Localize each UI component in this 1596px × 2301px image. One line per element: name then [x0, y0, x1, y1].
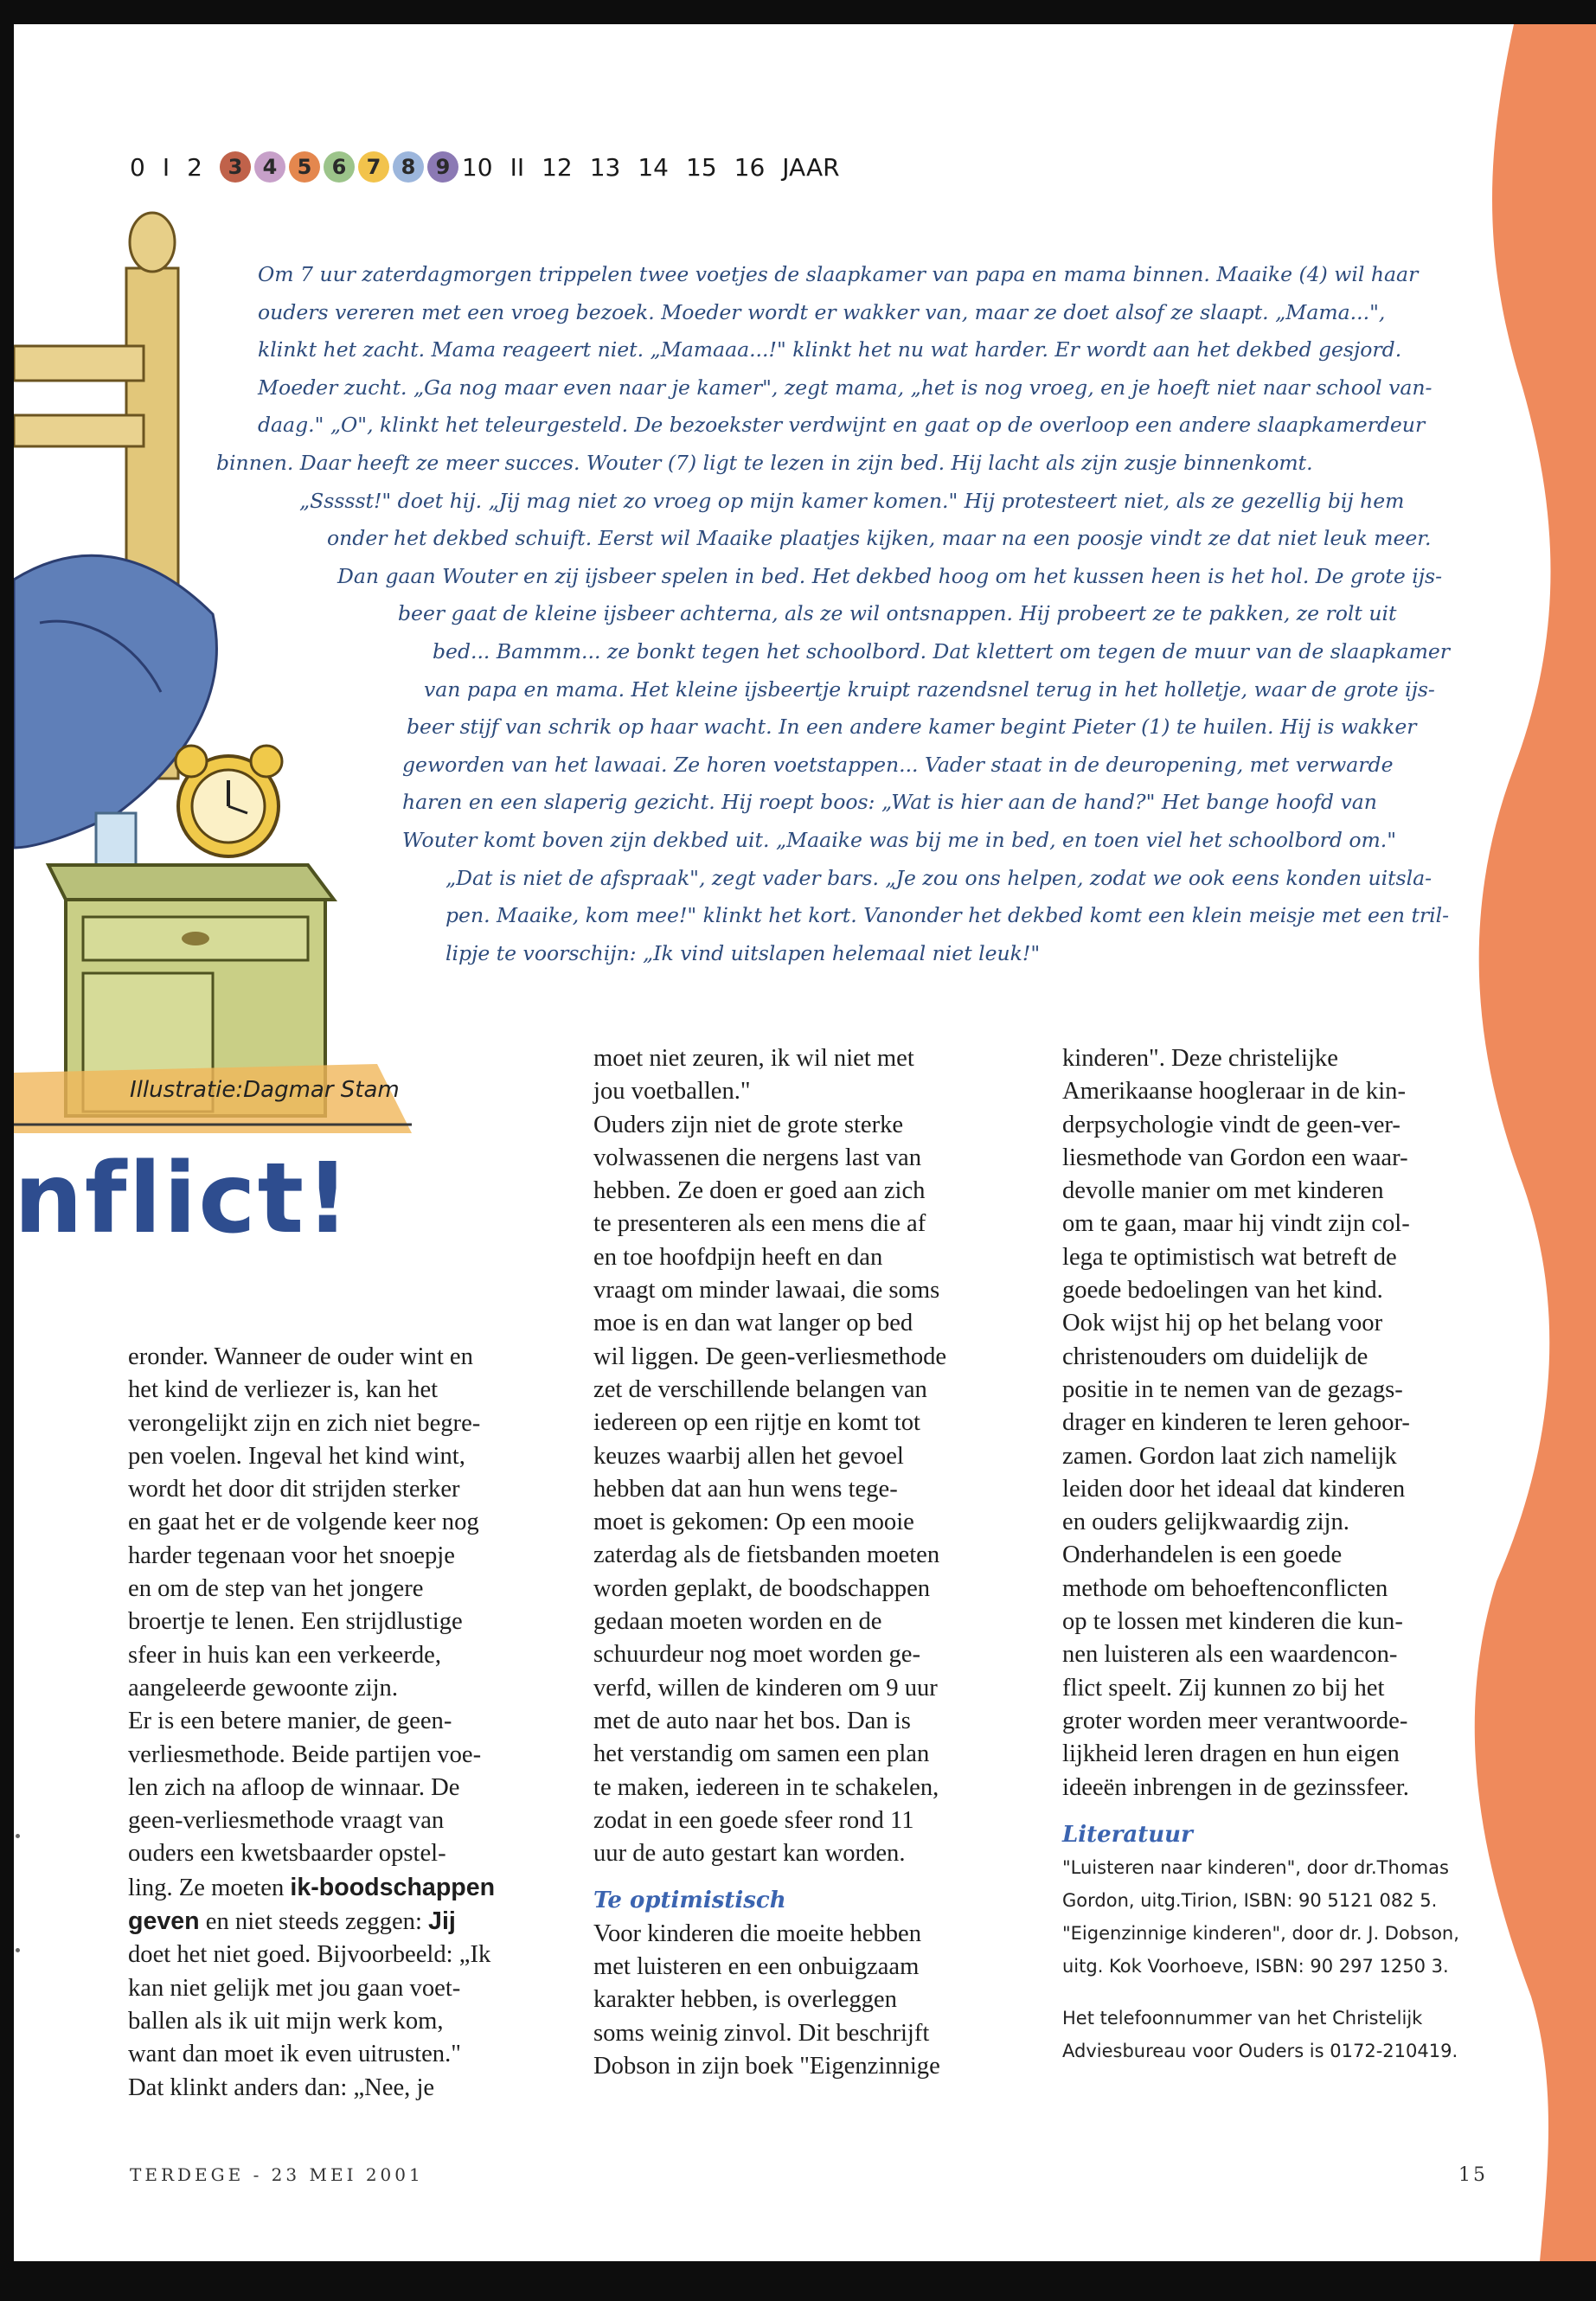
body-line: harder tegenaan voor het snoepje	[128, 1541, 455, 1569]
age-scale-item: 5	[289, 151, 320, 183]
body-line: ballen als ik uit mijn werk kom,	[128, 2007, 444, 2035]
literature-line: uitg. Kok Voorhoeve, ISBN: 90 297 1250 3.	[1062, 1956, 1449, 1977]
body-line: het verstandig om samen een plan	[593, 1740, 930, 1768]
scan-bottom-border	[0, 2261, 1596, 2301]
body-line: verliesmethode. Beide partijen voe-	[128, 1740, 482, 1768]
body-line: zodat in een goede sfeer rond 11	[593, 1806, 914, 1834]
literature-heading: Literatuur	[1062, 1821, 1193, 1848]
literature-line: "Eigenzinnige kinderen", door dr. J. Dobson,	[1062, 1923, 1459, 1945]
age-scale-item: 0	[130, 152, 145, 182]
story-line: haren en een slaperig gezicht. Hij roept boos: „Wat is hier aan de hand?" Het bange hoofd van	[402, 790, 1377, 815]
body-line: derpsychologie vindt de geen-ver-	[1062, 1111, 1401, 1138]
body-line: devolle manier om met kinderen	[1062, 1177, 1384, 1205]
age-scale-item: 14	[638, 152, 669, 182]
body-column-2	[593, 1042, 1026, 2083]
literature-line: Gordon, uitg.Tirion, ISBN: 90 5121 082 5.	[1062, 1890, 1438, 1912]
section-subheading: Te optimistisch	[593, 1888, 786, 1914]
body-line: vraagt om minder lawaai, die soms	[593, 1277, 940, 1304]
body-text: en niet steeds zeggen:	[199, 1908, 429, 1936]
story-line: ouders vereren met een vroeg bezoek. Moeder wordt er wakker van, maar ze doet alsof ze slaapt. „Mama...",	[258, 299, 1386, 324]
body-line: groter worden meer verantwoorde-	[1062, 1707, 1408, 1734]
body-line: en toe hoofdpijn heeft en dan	[593, 1243, 883, 1271]
body-line: wordt het door dit strijden sterker	[128, 1476, 460, 1503]
body-line: en ouders gelijkwaardig zijn.	[1062, 1509, 1349, 1536]
story-line: „Dat is niet de afspraak", zegt vader bars. „Je zou ons helpen, zodat we ook eens konden uitsla-	[445, 865, 1433, 890]
body-line: drager en kinderen te leren gehoor-	[1062, 1409, 1410, 1437]
scan-top-border	[0, 0, 1596, 24]
body-line: Amerikaanse hoogleraar in de kin-	[1062, 1078, 1406, 1106]
body-line: want dan moet ik even uitrusten."	[128, 2041, 461, 2068]
body-text: ling. Ze moeten	[128, 1874, 291, 1901]
body-line: soms weinig zinvol. Dit beschrijft	[593, 2019, 930, 2047]
footer-page-number: 15	[1458, 2164, 1488, 2186]
body-line: hebben. Ze doen er goed aan zich	[593, 1177, 926, 1205]
body-line: Voor kinderen die moeite hebben	[593, 1920, 922, 1947]
body-line: moet is gekomen: Op een mooie	[593, 1509, 914, 1536]
scan-speck	[16, 1834, 20, 1838]
body-line: geen-verliesmethode vraagt van	[128, 1807, 445, 1835]
story-line: Moeder zucht. „Ga nog maar even naar je kamer", zegt mama, „het is nog vroeg, en je hoeft niet naar school van-	[258, 375, 1433, 400]
story-line: binnen. Daar heeft ze meer succes. Wouter (7) ligt te lezen in zijn bed. Hij lacht als zijn zusje binnenkomt.	[216, 451, 1313, 475]
body-line: karakter hebben, is overleggen	[593, 1986, 897, 2014]
body-line: hebben dat aan hun wens tege-	[593, 1475, 898, 1503]
story-line: Wouter komt boven zijn dekbed uit. „Maaike was bij me in bed, en toen viel het schoolbord om."	[402, 828, 1397, 852]
scan-left-border	[0, 0, 14, 2301]
body-line: flict speelt. Zij kunnen zo bij het	[1062, 1674, 1385, 1702]
body-line: zamen. Gordon laat zich namelijk	[1062, 1442, 1397, 1470]
age-scale-item: 16	[734, 152, 766, 182]
body-line: en gaat het er de volgende keer nog	[128, 1509, 479, 1536]
age-scale	[130, 149, 857, 185]
body-line: schuurdeur nog moet worden ge-	[593, 1641, 920, 1669]
body-line: ideeën inbrengen in de gezinssfeer.	[1062, 1773, 1409, 1801]
age-scale-item: 2	[187, 152, 202, 182]
body-line: wil liggen. De geen-verliesmethode	[593, 1343, 947, 1370]
body-line: christenouders om duidelijk de	[1062, 1343, 1368, 1370]
story-line: van papa en mama. Het kleine ijsbeertje kruipt razendsnel terug in het holletje, waar de grote ijs-	[424, 676, 1435, 702]
body-line: leiden door het ideaal dat kinderen	[1062, 1475, 1406, 1503]
scan-speck	[16, 1948, 20, 1952]
body-line: iedereen op een rijtje en komt tot	[593, 1409, 920, 1437]
body-line: te presenteren als een mens die af	[593, 1210, 926, 1238]
story-line: „Ssssst!" doet hij. „Jij mag niet zo vroeg op mijn kamer komen." Hij protesteert niet, als ze gezellig bij hem	[299, 488, 1405, 513]
body-line: Ouders zijn niet de grote sterke	[593, 1111, 904, 1138]
story-line: beer stijf van schrik op haar wacht. In een andere kamer begint Pieter (1) te huilen. Hij is wakker	[407, 715, 1417, 740]
story-line: geworden van het lawaai. Ze horen voetstappen... Vader staat in de deuropening, met verwarde	[402, 752, 1394, 777]
body-line: ouders een kwetsbaarder opstel-	[128, 1840, 446, 1868]
body-line: jou voetballen."	[593, 1078, 751, 1106]
body-column-1	[128, 1341, 561, 2105]
body-line: gedaan moeten worden en de	[593, 1608, 882, 1636]
body-line: keuzes waarbij allen het gevoel	[593, 1442, 904, 1470]
body-line: broertje te lenen. Een strijdlustige	[128, 1608, 463, 1636]
body-line: len zich na afloop de winnaar. De	[128, 1773, 460, 1801]
body-line: pen voelen. Ingeval het kind wint,	[128, 1442, 465, 1470]
body-line: lega te optimistisch wat betreft de	[1062, 1243, 1397, 1271]
body-line: het kind de verliezer is, kan het	[128, 1376, 439, 1404]
age-scale-item: 12	[542, 152, 573, 182]
story-line: lipje te voorschijn: „Ik vind uitslapen helemaal niet leuk!"	[445, 940, 1041, 965]
spacer	[1062, 1983, 1469, 2002]
age-scale-item: II	[510, 152, 525, 182]
body-line: Dobson in zijn boek "Eigenzinnige	[593, 2052, 940, 2080]
story-line: Dan gaan Wouter en zij ijsbeer spelen in bed. Het dekbed hoog om het kussen heen is het hol. De grote ijs-	[337, 563, 1443, 588]
body-line: kinderen". Deze christelijke	[1062, 1045, 1338, 1072]
age-scale-item: 8	[393, 151, 424, 183]
age-scale-item: 13	[589, 152, 621, 182]
body-line: met de auto naar het bos. Dan is	[593, 1707, 911, 1734]
age-scale-item: 6	[324, 151, 355, 183]
phone-line: Adviesbureau voor Ouders is 0172-210419.	[1062, 2041, 1458, 2062]
body-line: uur de auto gestart kan worden.	[593, 1840, 906, 1868]
body-line: zet de verschillende belangen van	[593, 1375, 927, 1403]
body-line: sfeer in huis kan een verkeerde,	[128, 1641, 442, 1669]
age-scale-item: 15	[686, 152, 717, 182]
body-line: Onderhandelen is een goede	[1062, 1541, 1343, 1569]
emphasis-text: Jij	[428, 1907, 456, 1936]
body-line: nen luisteren als een waardencon-	[1062, 1641, 1398, 1669]
body-line: moet niet zeuren, ik wil niet met	[593, 1045, 914, 1072]
body-line: en om de step van het jongere	[128, 1575, 424, 1603]
literature-line: "Luisteren naar kinderen", door dr.Thomas	[1062, 1857, 1449, 1879]
story-line: klinkt het zacht. Mama reageert niet. „Mamaaa...!" klinkt het nu wat harder. Er wordt aan het dekbed gesjord.	[258, 337, 1402, 362]
body-line: Dat klinkt anders dan: „Nee, je	[128, 2073, 435, 2101]
illustration-caption: Illustratie:Dagmar Stam	[130, 1077, 400, 1103]
age-scale-item: JAAR	[782, 152, 840, 182]
body-line: positie in te nemen van de gezags-	[1062, 1375, 1403, 1403]
article-title: nflict!	[14, 1143, 352, 1255]
body-line: volwassenen die nergens last van	[593, 1144, 922, 1171]
story-line: bed... Bammm... ze bonkt tegen het schoolbord. Dat klettert om tegen de muur van de slaapkamer	[433, 639, 1451, 663]
orange-page-edge	[1462, 24, 1596, 2261]
body-line: met luisteren en een onbuigzaam	[593, 1953, 920, 1981]
story-line: daag." „O", klinkt het teleurgesteld. De bezoekster verdwijnt en gaat op de overloop een andere slaapkamerdeur	[258, 413, 1426, 438]
body-line: op te lossen met kinderen die kun-	[1062, 1608, 1403, 1636]
body-line: worden geplakt, de boodschappen	[593, 1574, 931, 1602]
body-line: verongelijkt zijn en zich niet begre-	[128, 1409, 481, 1437]
body-line: verfd, willen de kinderen om 9 uur	[593, 1674, 938, 1702]
story-line: beer gaat de kleine ijsbeer achterna, als ze wil ontsnappen. Hij probeert ze te pakken, ze rolt uit	[398, 601, 1397, 626]
body-line: eronder. Wanneer de ouder wint en	[128, 1343, 473, 1370]
body-line: doet het niet goed. Bijvoorbeeld: „Ik	[128, 1941, 491, 1969]
body-line	[128, 1871, 561, 1905]
age-scale-item: 4	[254, 151, 285, 183]
footer-publication: TERDEGE - 23 MEI 2001	[130, 2164, 424, 2185]
body-line: Ook wijst hij op het belang voor	[1062, 1310, 1383, 1337]
age-scale-item: 7	[358, 151, 389, 183]
body-line: lijkheid leren dragen en hun eigen	[1062, 1740, 1400, 1768]
body-line: zaterdag als de fietsbanden moeten	[593, 1541, 940, 1569]
body-line: aangeleerde gewoonte zijn.	[128, 1674, 398, 1702]
emphasis-text: geven	[128, 1907, 200, 1936]
body-line: Er is een betere manier, de geen-	[128, 1708, 452, 1735]
body-column-3	[1062, 1042, 1469, 2067]
story-line: pen. Maaike, kom mee!" klinkt het kort. Vanonder het dekbed komt een klein meisje met een tril-	[445, 903, 1450, 928]
age-scale-item: 9	[427, 151, 458, 183]
age-scale-item: I	[162, 152, 170, 182]
story-line: Om 7 uur zaterdagmorgen trippelen twee voetjes de slaapkamer van papa en mama binnen. Maaike (4) wil haar	[258, 262, 1419, 286]
body-line: moe is en dan wat langer op bed	[593, 1310, 913, 1337]
body-line: methode om behoeftenconflicten	[1062, 1574, 1388, 1602]
body-line: te maken, iedereen in te schakelen,	[593, 1773, 939, 1801]
body-line: goede bedoelingen van het kind.	[1062, 1277, 1383, 1304]
emphasis-text: ik-boodschappen	[290, 1873, 496, 1901]
body-line	[128, 1905, 561, 1939]
body-line: kan niet gelijk met jou gaan voet-	[128, 1974, 461, 2002]
phone-line: Het telefoonnummer van het Christelijk	[1062, 2008, 1423, 2029]
age-scale-item: 3	[220, 151, 251, 183]
body-line: om te gaan, maar hij vindt zijn col-	[1062, 1210, 1410, 1238]
age-scale-item: 10	[461, 152, 493, 182]
story-line: onder het dekbed schuift. Eerst wil Maaike plaatjes kijken, maar na een poosje vindt ze dat niet leuk meer.	[327, 526, 1432, 551]
body-line: liesmethode van Gordon een waar-	[1062, 1144, 1408, 1171]
